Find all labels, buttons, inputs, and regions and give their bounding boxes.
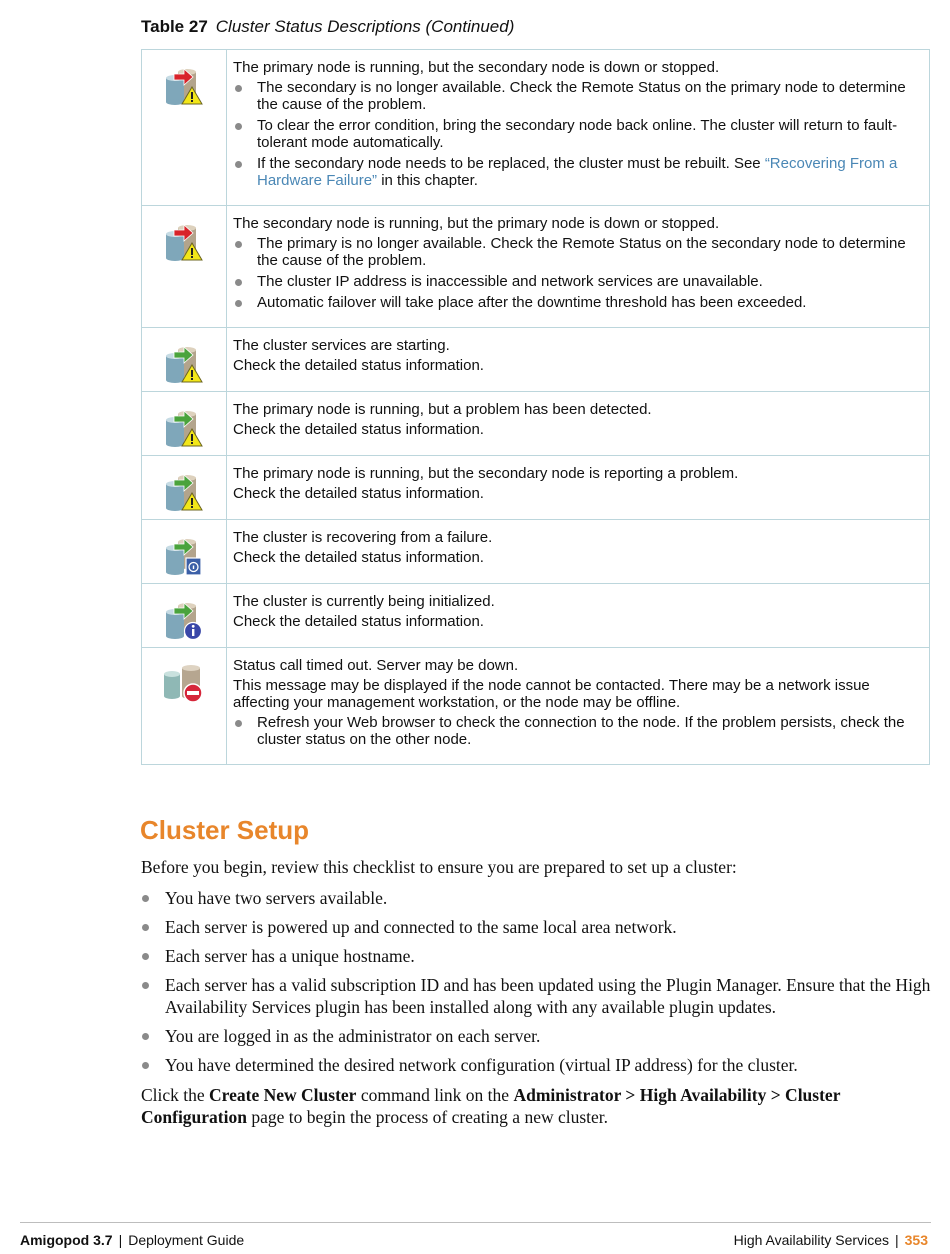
cluster-warning-red-arrow-icon — [162, 220, 206, 264]
table-row — [142, 456, 930, 520]
description-bullets — [233, 235, 921, 311]
cluster-status-table — [141, 49, 930, 765]
checklist-item: You have determined the desired network configuration (virtual IP address) for the cluster. — [141, 1054, 931, 1076]
table-row — [142, 584, 930, 648]
description-bullet: The primary is no longer available. Check the Remote Status on the secondary node to determine the cause of the problem. — [233, 235, 921, 269]
table-caption — [141, 17, 514, 37]
description-line: Check the detailed status information. — [233, 421, 484, 438]
table-number: Table 27 — [141, 17, 208, 36]
status-description — [227, 584, 930, 648]
description-line: Check the detailed status information. — [233, 613, 484, 630]
description-line: Status call timed out. Server may be down. — [233, 657, 519, 674]
footer-guide: Deployment Guide — [128, 1232, 245, 1248]
description-line: The secondary node is running, but the primary node is down or stopped. — [233, 215, 720, 232]
description-line: The primary node is running, but the secondary node is down or stopped. — [233, 59, 720, 76]
description-line: The cluster is recovering from a failure. — [233, 529, 493, 546]
checklist-item: Each server has a valid subscription ID and has been updated using the Plugin Manager. Ensure that the High Availability Services plugin has been installed along with any available plugin updates. — [141, 974, 931, 1018]
description-line: The primary node is running, but the secondary node is reporting a problem. — [233, 465, 739, 482]
footer-divider — [20, 1222, 931, 1223]
cluster-warning-green-arrow-icon — [162, 470, 206, 514]
status-description — [227, 392, 930, 456]
status-description — [227, 328, 930, 392]
checklist-item: Each server is powered up and connected to the same local area network. — [141, 916, 931, 938]
table-row — [142, 648, 930, 765]
description-line: Check the detailed status information. — [233, 485, 484, 502]
status-icon-cell — [142, 50, 227, 206]
footer-right: High Availability Services | 353 — [733, 1232, 928, 1248]
description-bullet: The secondary is no longer available. Check the Remote Status on the primary node to determine the cause of the problem. — [233, 79, 921, 113]
description-line: Check the detailed status information. — [233, 549, 484, 566]
recovering-from-hardware-failure-link[interactable]: “Recovering From a Hardware Failure” — [257, 155, 898, 189]
description-bullets — [233, 79, 921, 189]
description-bullet: The cluster IP address is inaccessible and network services are unavailable. — [233, 273, 921, 290]
cluster-recovering-icon — [162, 534, 206, 578]
checklist-item: You are logged in as the administrator on each server. — [141, 1025, 931, 1047]
cluster-warning-green-arrow-icon — [162, 406, 206, 450]
status-icon-cell — [142, 392, 227, 456]
status-icon-cell — [142, 584, 227, 648]
checklist-item: Each server has a unique hostname. — [141, 945, 931, 967]
description-line: The cluster is currently being initialized. — [233, 593, 495, 610]
description-line: Check the detailed status information. — [233, 357, 484, 374]
status-description — [227, 206, 930, 328]
status-description — [227, 648, 930, 765]
closing-paragraph: Click the Create New Cluster command link on the Administrator > High Availability > Cluster Configuration page to begin the process of creating a new cluster. — [141, 1085, 841, 1127]
description-line: The primary node is running, but a problem has been detected. — [233, 401, 652, 418]
description-bullets — [233, 714, 921, 748]
description-bullet: Automatic failover will take place after the downtime threshold has been exceeded. — [233, 294, 921, 311]
table-row — [142, 206, 930, 328]
status-icon-cell — [142, 648, 227, 765]
table-title: Cluster Status Descriptions (Continued) — [215, 17, 515, 36]
description-bullet: If the secondary node needs to be replaced, the cluster must be rebuilt. See “Recovering From a Hardware Failure” in this chapter. — [233, 155, 921, 189]
footer-product: Amigopod 3.7 — [20, 1232, 113, 1248]
server-offline-icon — [162, 662, 206, 706]
checklist-item: You have two servers available. — [141, 887, 931, 909]
table-row — [142, 50, 930, 206]
status-description — [227, 456, 930, 520]
setup-checklist — [141, 887, 931, 1083]
create-new-cluster-command: Create New Cluster — [209, 1085, 357, 1105]
status-description — [227, 50, 930, 206]
status-icon-cell — [142, 328, 227, 392]
status-description — [227, 520, 930, 584]
footer-left: Amigopod 3.7 | Deployment Guide — [20, 1232, 245, 1248]
status-icon-cell — [142, 520, 227, 584]
cluster-warning-red-arrow-icon — [162, 64, 206, 108]
section-title: Cluster Setup — [140, 815, 310, 845]
description-bullet: Refresh your Web browser to check the connection to the node. If the problem persists, check the cluster status on the other node. — [233, 714, 921, 748]
description-line: This message may be displayed if the node cannot be contacted. There may be a network issue affecting your management workstation, or the node may be offline. — [233, 677, 870, 711]
cluster-configuration-path: Administrator > High Availability > Cluster Configuration — [141, 1085, 841, 1127]
page-number: 353 — [904, 1232, 928, 1248]
status-icon-cell — [142, 456, 227, 520]
cluster-info-icon — [162, 598, 206, 642]
table-row — [142, 520, 930, 584]
description-line: The cluster services are starting. — [233, 337, 450, 354]
status-icon-cell — [142, 206, 227, 328]
description-bullet: To clear the error condition, bring the secondary node back online. The cluster will return to fault-tolerant mode automatically. — [233, 117, 921, 151]
table-row — [142, 328, 930, 392]
section-intro: Before you begin, review this checklist to ensure you are prepared to set up a cluster: — [141, 857, 737, 877]
table-row — [142, 392, 930, 456]
footer-chapter: High Availability Services — [733, 1232, 889, 1248]
cluster-warning-green-arrow-icon — [162, 342, 206, 386]
